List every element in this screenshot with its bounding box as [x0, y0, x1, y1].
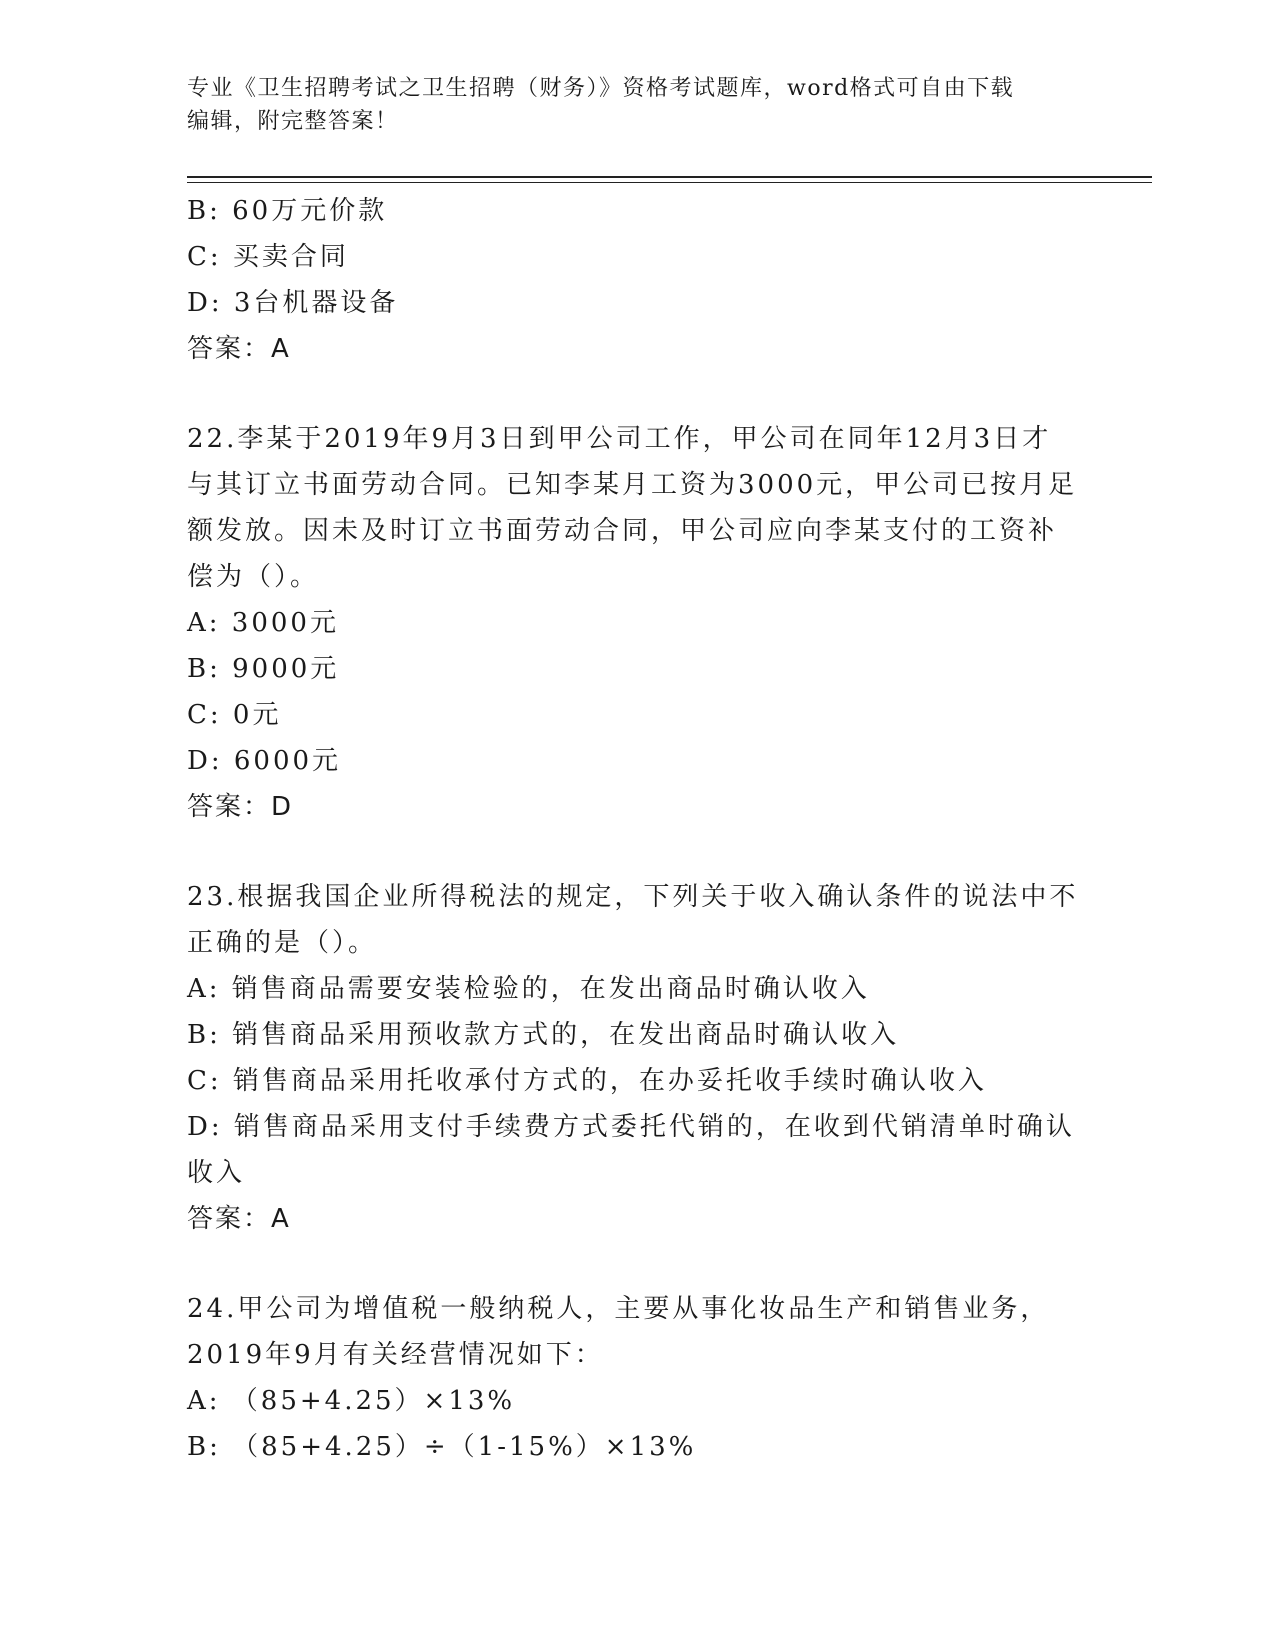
header-divider-thick: [187, 176, 1152, 178]
question-block-21: [187, 188, 1087, 372]
question-stem-line: 与其订立书面劳动合同。已知李某月工资为3000元，甲公司已按月足: [187, 470, 1078, 500]
option-a: A: 销售商品需要安装检验的，在发出商品时确认收入: [187, 974, 870, 1004]
answer-label: 答案：A: [187, 1204, 291, 1234]
option-b: B: 9000元: [187, 654, 340, 684]
option-b: B: （85+4.25）÷（1-15%）×13%: [187, 1432, 697, 1462]
question-stem-line: 24.甲公司为增值税一般纳税人，主要从事化妆品生产和销售业务，: [187, 1294, 1050, 1324]
question-stem-line: 正确的是（）。: [187, 928, 378, 958]
header-divider-thin: [187, 182, 1152, 183]
question-block-24: [187, 1286, 1087, 1470]
question-stem-line: 23.根据我国企业所得税法的规定，下列关于收入确认条件的说法中不: [187, 882, 1079, 912]
question-block-22: [187, 416, 1087, 830]
answer-label: 答案：A: [187, 334, 291, 364]
option-c: C: 买卖合同: [187, 242, 349, 272]
question-stem-line: 2019年9月有关经营情况如下：: [187, 1340, 604, 1370]
option-b: B: 销售商品采用预收款方式的，在发出商品时确认收入: [187, 1020, 900, 1050]
document-body: [187, 188, 1087, 1470]
option-d-continued: 收入: [187, 1158, 246, 1188]
option-d: D: 6000元: [187, 746, 342, 776]
option-c: C: 0元: [187, 700, 282, 730]
question-stem-line: 22.李某于2019年9月3日到甲公司工作，甲公司在同年12月3日才: [187, 424, 1052, 454]
answer-label: 答案：D: [187, 792, 294, 822]
option-b: B: 60万元价款: [187, 196, 388, 226]
document-header: [187, 72, 1087, 138]
question-stem-line: 偿为（）。: [187, 562, 320, 592]
option-a: A: （85+4.25）×13%: [187, 1386, 516, 1416]
option-d: D: 3台机器设备: [187, 288, 399, 318]
option-c: C: 销售商品采用托收承付方式的，在办妥托收手续时确认收入: [187, 1066, 987, 1096]
header-line-2: 编辑，附完整答案！: [187, 109, 399, 134]
question-stem-line: 额发放。因未及时订立书面劳动合同，甲公司应向李某支付的工资补: [187, 516, 1058, 546]
option-d: D: 销售商品采用支付手续费方式委托代销的，在收到代销清单时确认: [187, 1112, 1075, 1142]
question-block-23: [187, 874, 1087, 1242]
header-line-1: 专业《卫生招聘考试之卫生招聘（财务）》资格考试题库，word格式可自由下载: [187, 76, 1015, 101]
option-a: A: 3000元: [187, 608, 339, 638]
